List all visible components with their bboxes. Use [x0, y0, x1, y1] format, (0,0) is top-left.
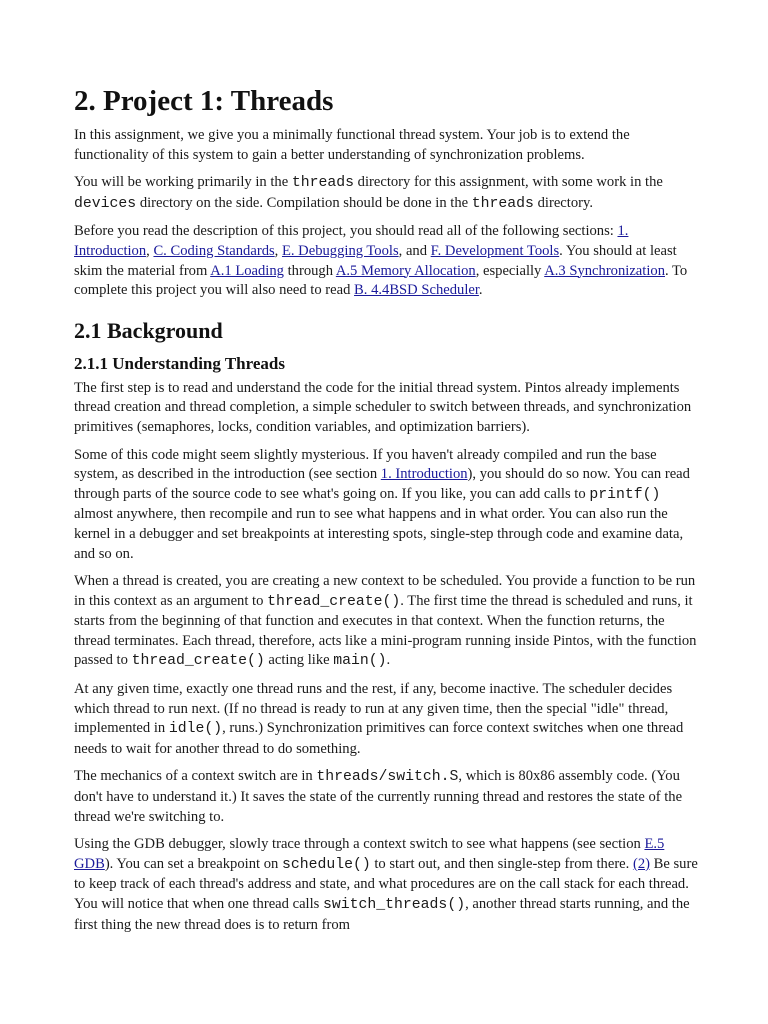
code-switch-s: threads/switch.S — [316, 769, 459, 786]
intro-paragraph-3: Before you read the description of this project, you should read all of the following sections: 1. Introduction, C. Coding Standards, E. Debugging Tools, and F. Development Tools. You should at least skim the material from A.1 Loading through A.5 Memory Allocation, especially A.3 Synchronization. To complete this project you will also need to read B. 4.4BSD Scheduler. — [74, 223, 688, 299]
code-schedule: schedule() — [281, 856, 371, 873]
background-paragraph-3: When a thread is created, you are creating a new context to be scheduled. You provide a function to be run in this context as an argument to thread_create(). The first time the thread is scheduled and runs, it starts from the beginning of that function and executes in that context. When the function returns, the thread terminates. Each thread, therefore, acts like a mini-program running inside Pintos, with the function passed to thread_create() acting like main(). — [74, 573, 697, 670]
background-paragraph-5: The mechanics of a context switch are in threads/switch.S, which is 80x86 assembly code. (You don't have to understand it.) It saves the state of the currently running thread and restores the state of the thread we're switching to. — [74, 768, 683, 825]
code-devices-dir: devices — [74, 195, 137, 212]
code-main: main() — [333, 653, 387, 670]
code-idle: idle() — [168, 721, 223, 738]
intro-paragraph-2: You will be working primarily in the threads directory for this assignment, with some work in the devices directory on the side. Compilation should be done in the threads directory. — [74, 174, 663, 212]
section-heading-background: 2.1 Background — [74, 317, 223, 343]
background-paragraph-4: At any given time, exactly one thread runs and the rest, if any, become inactive. The scheduler decides which thread to run next. (If no thread is ready to run at any given time, then the special "idle" thread, implemented in idle(), runs.) Synchronization primitives can force context switches when one thread needs to wait for another thread to do something. — [74, 681, 684, 757]
code-switch-threads: switch_threads() — [323, 897, 466, 913]
link-synchronization[interactable]: A.3 Synchronization — [544, 262, 665, 279]
link-development-tools[interactable]: F. Development Tools — [430, 242, 560, 259]
page-title: 2. Project 1: Threads — [74, 85, 334, 117]
background-paragraph-2: Some of this code might seem slightly mysterious. If you haven't already compiled and run the base system, as described in the introduction (see section 1. Introduction), you should do so now. You can read through parts of the source code to see what's going on. If you like, you can add calls to printf() almost anywhere, then recompile and run to see what happens and in what order. You can also run the kernel in a debugger and set breakpoints at interesting spots, single-step through code and examine data, and so on. — [74, 446, 690, 562]
link-debugging-tools[interactable]: E. Debugging Tools — [281, 242, 399, 259]
code-threads-dir: threads — [291, 175, 354, 192]
link-introduction[interactable]: 1. Introduction — [74, 223, 629, 259]
code-thread-create-2: thread_create() — [131, 653, 265, 670]
link-coding-standards[interactable]: C. Coding Standards — [153, 242, 275, 259]
background-paragraph-6: Using the GDB debugger, slowly trace through a context switch to see what happens (see section E.5 GDB). You can set a breakpoint on schedule() to start out, and then single-step from there. (2) Be sure to keep track of each thread's address and state, and what procedures are on the call stack for each thread. You will notice that when one thread calls switch_threads(), another thread starts running, and the first thing the new thread does is to return from — [74, 836, 698, 933]
intro-paragraph-1: In this assignment, we give you a minimally functional thread system. Your job is to extend the functionality of this system to gain a better understanding of synchronization problems. — [74, 127, 630, 163]
code-thread-create: thread_create() — [267, 593, 401, 610]
link-introduction-2[interactable]: 1. Introduction — [380, 466, 468, 483]
link-gdb[interactable]: E.5 GDB — [74, 836, 665, 872]
link-loading[interactable]: A.1 Loading — [210, 262, 284, 279]
background-paragraph-1: The first step is to read and understand the code for the initial thread system. Pintos already implements thread creation and thread completion, a simple scheduler to switch between threads, and synchronization primitives (semaphores, locks, condition variables, and optimization barriers). — [74, 379, 692, 435]
footnote-link-2[interactable]: (2) — [632, 855, 650, 872]
code-threads-dir-2: threads — [471, 195, 534, 212]
code-printf: printf() — [589, 486, 661, 503]
subsection-heading-understanding-threads: 2.1.1 Understanding Threads — [74, 353, 285, 373]
link-memory-allocation[interactable]: A.5 Memory Allocation — [335, 262, 476, 279]
link-bsd-scheduler[interactable]: B. 4.4BSD Scheduler — [354, 282, 479, 299]
